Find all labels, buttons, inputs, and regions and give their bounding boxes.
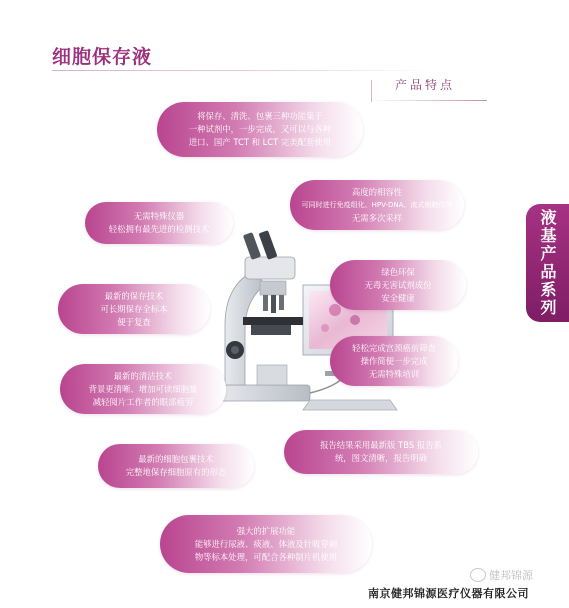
feature-line: 操作简便一步完成 (360, 355, 428, 366)
feature-pill-cleaning (60, 364, 226, 414)
title-divider (52, 70, 432, 71)
feature-pill-preservation (58, 284, 210, 334)
feature-pill-screening (330, 336, 458, 386)
feature-line: 高度的相容性 (351, 186, 403, 197)
feature-line: 无需特殊仪器 (133, 211, 185, 221)
feature-line: 减轻阅片工作者的眼部疲劳 (92, 396, 194, 407)
feature-line: 强大的扩展功能 (236, 525, 296, 536)
feature-line: 一种试剂中，一步完成，又可以与各种 (188, 124, 332, 134)
feature-line: 最新的细胞包裹技术 (138, 454, 214, 464)
watermark (470, 567, 533, 583)
feature-line: 安全健康 (381, 292, 415, 303)
feature-line: 无需特殊培训 (368, 368, 420, 379)
features-heading-rule (372, 100, 487, 101)
feature-pill-extension (160, 515, 372, 573)
side-tab-label: 液基产品系列 (538, 209, 557, 317)
feature-line: 轻松拥有最先进的检测技术 (108, 224, 210, 234)
feature-line: 轻松完成宫颈癌前筛查 (352, 342, 436, 353)
side-category-tab (526, 204, 569, 322)
wechat-icon (470, 568, 486, 582)
features-heading: 产品特点 (395, 78, 456, 92)
page-title: 细胞保存液 (52, 46, 153, 68)
feature-line: 无需多次采样 (351, 212, 403, 223)
feature-pill-wrapping (98, 444, 254, 488)
feature-line: 绿色环保 (381, 266, 415, 277)
feature-pill-no-instrument (85, 202, 233, 244)
feature-line: 报告结果采用最新版 TBS 报告系 (320, 440, 442, 450)
feature-line: 进口、国产 TCT 和 LCT 完美配套使用 (188, 137, 332, 147)
heading-divider-vertical (371, 80, 372, 102)
feature-line: 背景更清晰、增加可读细胞量 (88, 383, 198, 394)
feature-pill-compatibility (290, 180, 464, 230)
feature-line: 无毒无害试剂成份 (364, 279, 432, 290)
feature-line: 统，图文清晰，报告明确 (334, 453, 428, 463)
feature-line: 可长期保存全标本 (100, 303, 168, 314)
feature-line: 最新的保存技术 (104, 290, 164, 301)
feature-line: 完整地保存细胞原有的形态 (125, 467, 227, 477)
feature-line: 物等标本处理，可配合各种制片机使用 (194, 551, 338, 562)
feature-pill-tbs-report (284, 430, 478, 474)
feature-line: 最新的清洁技术 (113, 370, 173, 381)
watermark-text: 健邦锦源 (489, 569, 533, 582)
feature-pill-all-in-one (157, 102, 363, 157)
feature-line: 可同时进行免疫组化、HPV-DNA、流式细胞仪等 (301, 200, 453, 209)
company-name: 南京健邦锦源医疗仪器有限公司 (368, 587, 529, 600)
feature-line: 便于复查 (117, 316, 151, 327)
feature-pill-eco (330, 260, 466, 310)
feature-line: 能够进行尿液、痰液、体液及针吸穿刺 (194, 538, 338, 549)
feature-line: 将保存、清洗、包裹三种功能集于 (197, 111, 323, 121)
